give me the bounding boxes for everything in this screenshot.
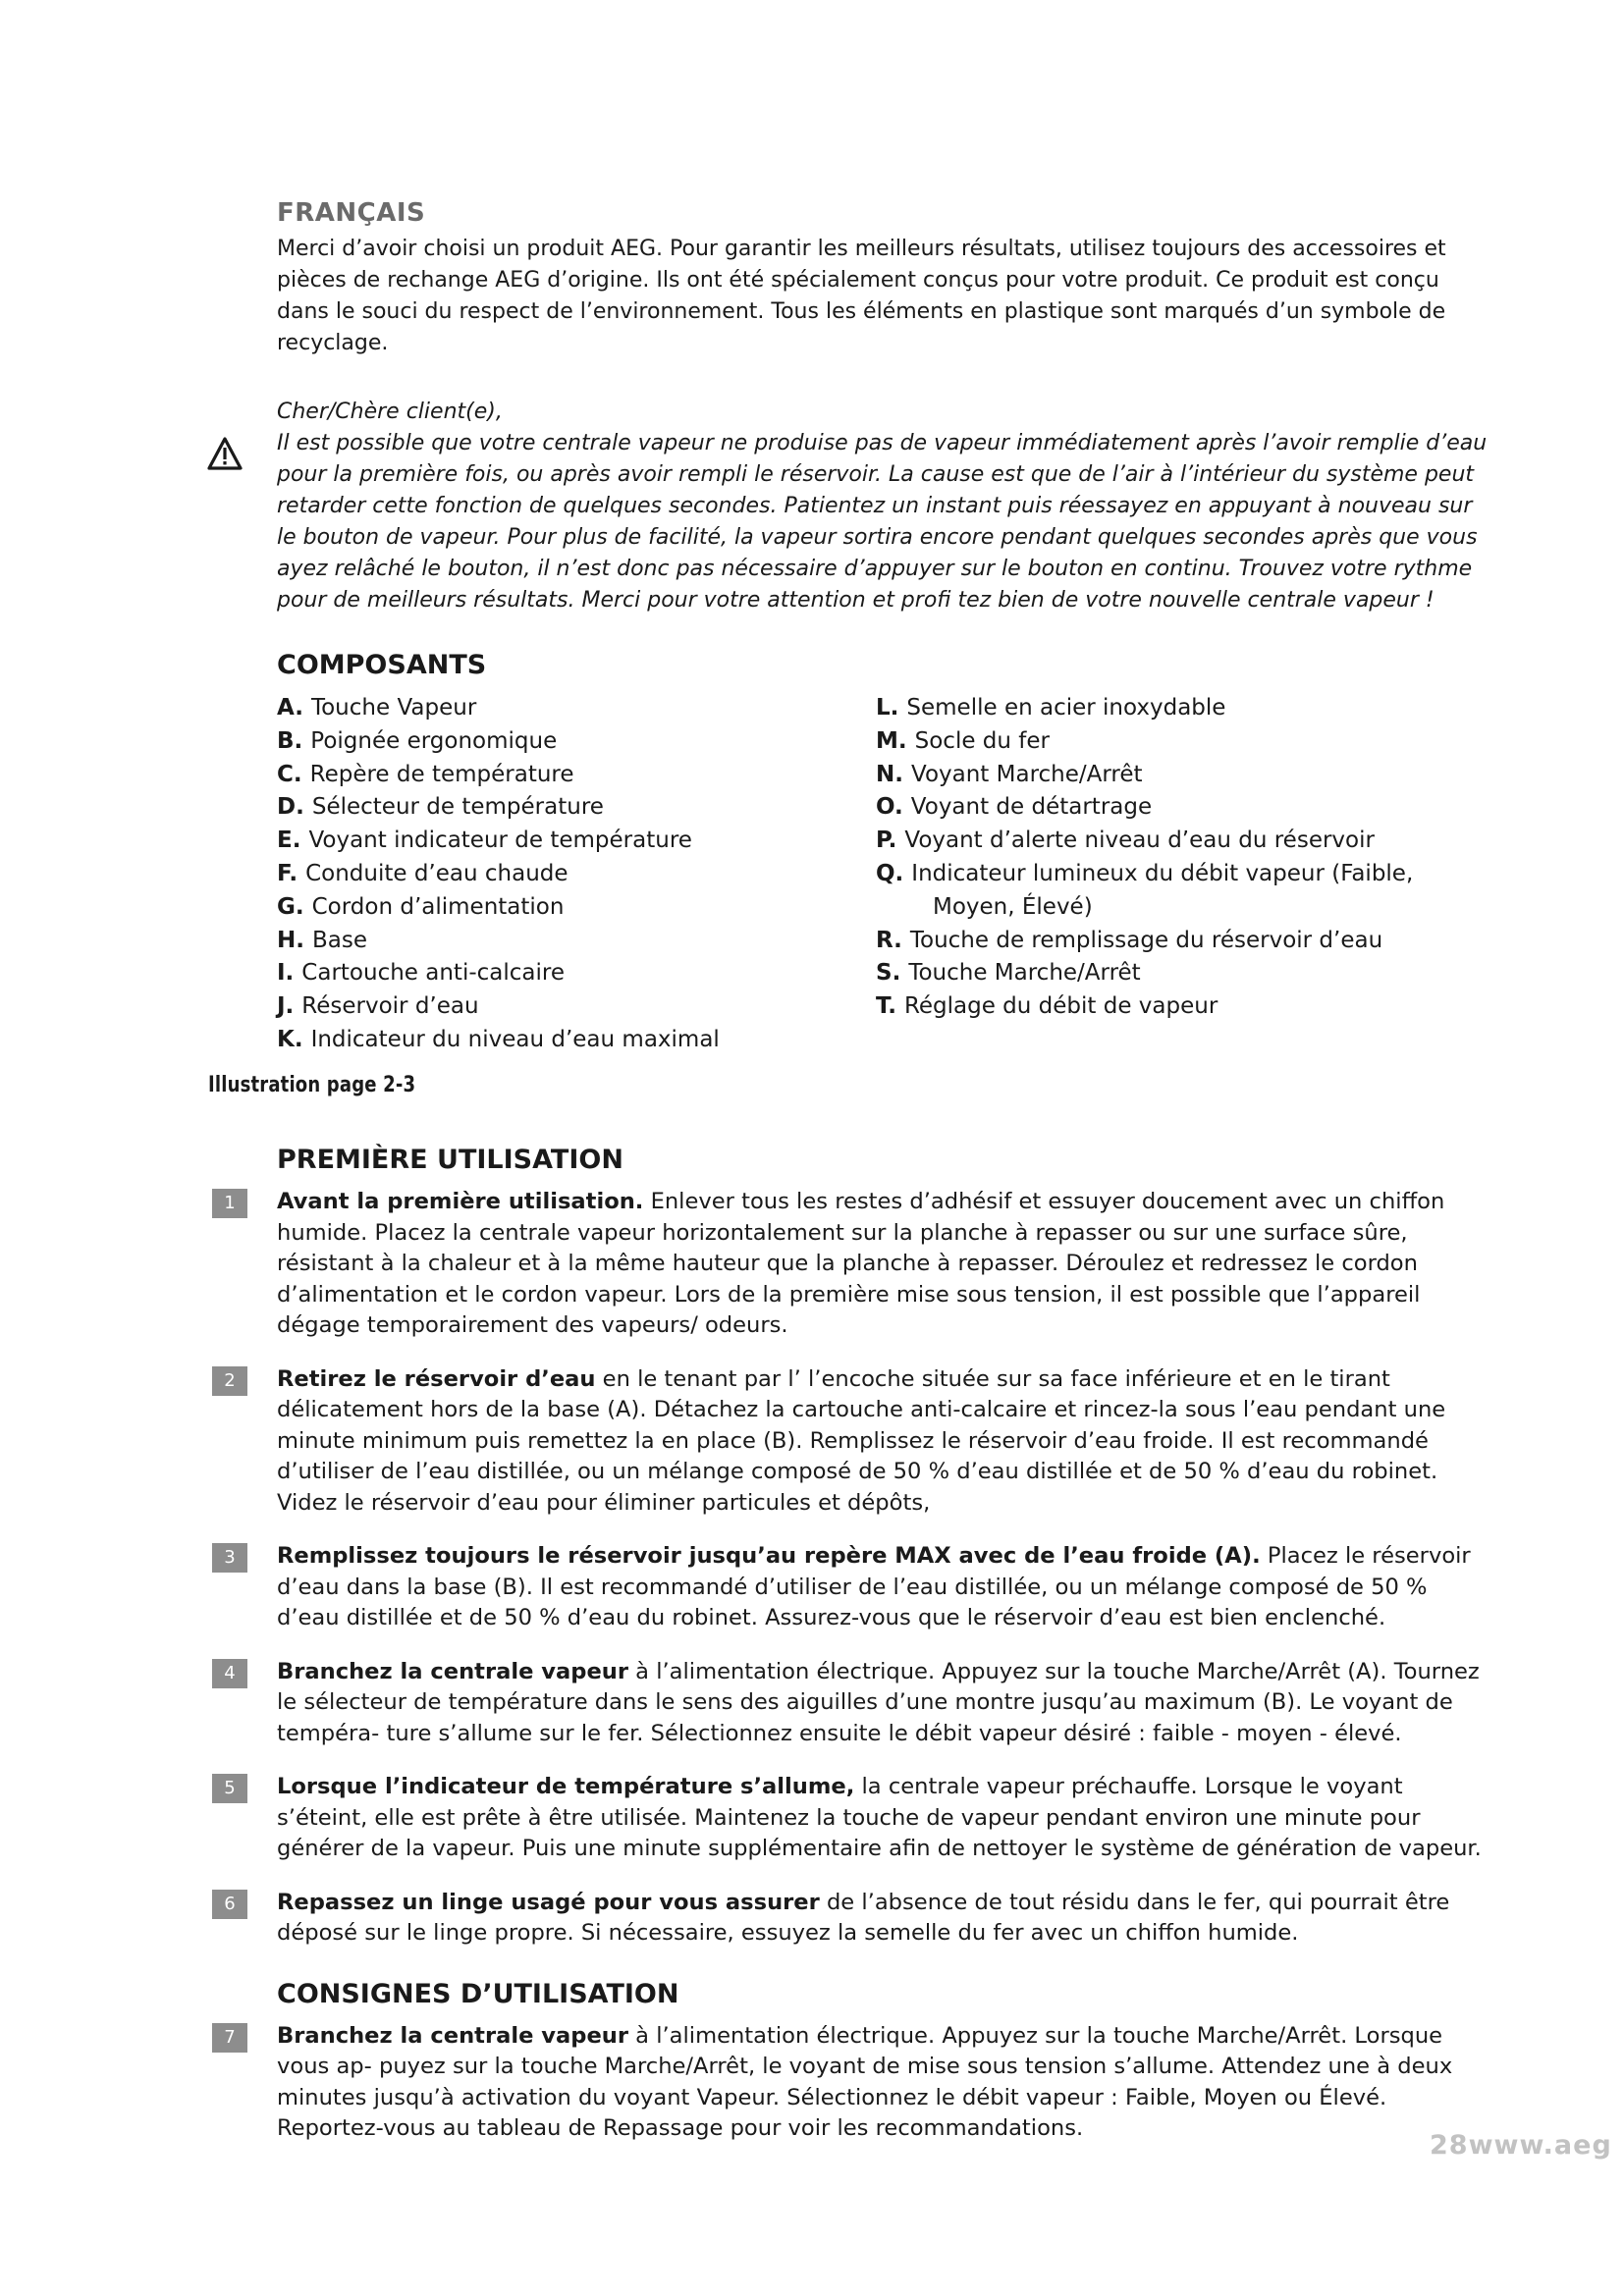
component-label: Indicateur du niveau d’eau maximal [310, 1026, 720, 1052]
instructions-section [224, 1145, 1490, 2167]
instruction-step [224, 1888, 1490, 1949]
notice-greeting: Cher/Chère client(e), [277, 400, 503, 424]
step-number-badge: 2 [212, 1366, 247, 1396]
warning-triangle-icon [206, 436, 244, 471]
component-item [277, 791, 876, 825]
component-letter: I. [277, 960, 295, 987]
step-number-badge: 1 [212, 1189, 247, 1218]
component-item [876, 925, 1490, 958]
components-title: COMPOSANTS [277, 650, 487, 680]
component-label: Touche de remplissage du réservoir d’eau [909, 927, 1383, 953]
step-text [277, 1888, 1490, 1949]
step-body: en le tenant par l’ l’encoche située sur sa face inférieure et en le tirant délicatement hors de la base (A). Détachez la cartouche anti-calcaire et rincez-la sous l’eau pendant une minute minimum puis remettez la en place (B). Remplissez le réservoir d’eau froide. Il est recommandé d’utiliser de l’eau distillée, ou un mélange composé de 50 % d’eau distillée et de 50 % d’eau du robinet. Videz le réservoir d’eau pour éliminer particules et dépôts, [277, 1365, 1446, 1516]
instruction-step [224, 1657, 1490, 1750]
component-label: Socle du fer [914, 727, 1050, 754]
step-text [277, 1541, 1490, 1634]
component-label: Sélecteur de température [311, 794, 604, 821]
step-number-badge: 6 [212, 1890, 247, 1919]
components-list [277, 692, 1490, 1057]
first-use-title: PREMIÈRE UTILISATION [277, 1145, 623, 1175]
component-item [277, 891, 876, 925]
component-letter: Q. [876, 860, 904, 886]
component-letter: S. [876, 960, 901, 987]
component-letter: D. [277, 794, 304, 821]
component-item [277, 759, 876, 792]
component-label-continued: Moyen, Élevé) [933, 893, 1093, 920]
component-letter: C. [277, 761, 302, 787]
component-item [277, 692, 876, 725]
component-item [277, 1024, 876, 1057]
component-letter: J. [277, 993, 295, 1020]
component-item [277, 725, 876, 759]
component-letter: T. [876, 993, 896, 1020]
instruction-step [224, 1364, 1490, 1520]
step-lead: Avant la première utilisation. [277, 1189, 644, 1214]
component-label: Voyant d’alerte niveau d’eau du réservoir [904, 828, 1375, 854]
component-label: Voyant Marche/Arrêt [911, 761, 1143, 787]
intro-section [277, 198, 1490, 1057]
usage-title: CONSIGNES D’UTILISATION [277, 1978, 679, 2009]
intro-paragraph: Merci d’avoir choisi un produit AEG. Pour garantir les meilleurs résultats, utilisez toujours des accessoires et pièces de rechange AEG d’origine. Ils ont été spécialement conçus pour votre produit. Ce produit est conçu dans le souci du respect de l’environnement. Tous les éléments en plastique sont marqués d’un symbole de recyclage. [277, 237, 1446, 355]
component-item [876, 858, 1490, 891]
component-label: Voyant de détartrage [910, 794, 1153, 821]
component-item [277, 825, 876, 858]
component-letter: G. [277, 893, 304, 920]
page-footer: 28www.aeg [1430, 2130, 1612, 2161]
step-body: à l’alimentation électrique. Appuyez sur la touche Marche/Arrêt. Lorsque vous ap- puyez sur la touche Marche/Arrêt, le voyant de mise sous tension s’allume. Attendez une à deux minutes jusqu’à activation du voyant Vapeur. Sélectionnez le débit vapeur : Faible, Moyen ou Élevé. Reportez-vous au tableau de Repassage pour voir les recommandations. [277, 2022, 1453, 2141]
component-label: Cartouche anti-calcaire [301, 960, 565, 987]
instruction-step [224, 1187, 1490, 1342]
step-text [277, 2021, 1490, 2145]
component-item [277, 925, 876, 958]
step-body: la centrale vapeur préchauffe. Lorsque le voyant s’éteint, elle est prête à être utilisée. Maintenez la touche de vapeur pendant environ une minute pour générer de la vapeur. Puis une minute supplémentaire afin de nettoyer le système de génération de vapeur. [277, 1774, 1482, 1861]
component-label: Semelle en acier inoxydable [906, 695, 1226, 721]
step-body: Enlever tous les restes d’adhésif et essuyer doucement avec un chiffon humide. Placez la centrale vapeur horizontalement sur la planche à repasser ou sur une surface sûre, résistant à la chaleur et à la même hauteur que la planche à repasser. Déroulez et redressez le cordon d’alimentation et le cordon vapeur. Lors de la première mise sous tension, il est possible que l’appareil dégage temporairement des vapeurs/ odeurs. [277, 1189, 1445, 1338]
component-letter: O. [876, 794, 903, 821]
components-right-column [876, 692, 1490, 1057]
step-lead: Retirez le réservoir d’eau [277, 1365, 596, 1392]
step-body: de l’absence de tout résidu dans le fer, qui pourrait être déposé sur le linge propre. Si nécessaire, essuyez la semelle du fer avec un chiffon humide. [277, 1889, 1450, 1946]
component-item [277, 990, 876, 1024]
step-text [277, 1364, 1490, 1520]
component-label: Cordon d’alimentation [311, 893, 565, 920]
step-lead: Branchez la centrale vapeur [277, 1658, 628, 1684]
step-lead: Repassez un linge usagé pour vous assurer [277, 1889, 820, 1915]
first-use-steps [224, 1187, 1490, 1949]
step-text [277, 1657, 1490, 1750]
step-lead: Branchez la centrale vapeur [277, 2022, 628, 2049]
component-letter: R. [876, 927, 902, 953]
instruction-step [224, 2021, 1490, 2145]
component-letter: A. [277, 695, 303, 721]
instruction-step [224, 1772, 1490, 1865]
component-label: Repère de température [309, 761, 574, 787]
step-number-badge: 7 [212, 2023, 247, 2053]
step-lead: Lorsque l’indicateur de température s’allume, [277, 1774, 855, 1799]
component-label: Poignée ergonomique [310, 727, 558, 754]
step-text [277, 1772, 1490, 1865]
component-item [876, 957, 1490, 990]
component-label: Réglage du débit de vapeur [903, 993, 1218, 1020]
step-number-badge: 4 [212, 1659, 247, 1688]
component-letter: N. [876, 761, 903, 787]
illustration-reference: Illustration page 2-3 [208, 1073, 416, 1097]
component-item [876, 692, 1490, 725]
component-label: Touche Vapeur [310, 695, 477, 721]
component-letter: H. [277, 927, 304, 953]
customer-notice [277, 397, 1490, 616]
step-number-badge: 3 [212, 1543, 247, 1573]
components-left-column [277, 692, 876, 1057]
step-number-badge: 5 [212, 1774, 247, 1803]
component-item [876, 791, 1490, 825]
component-letter: B. [277, 727, 303, 754]
component-label: Conduite d’eau chaude [305, 860, 568, 886]
step-text [277, 1187, 1490, 1342]
instruction-step [224, 1541, 1490, 1634]
component-item [277, 858, 876, 891]
component-item [876, 825, 1490, 858]
usage-steps [224, 2021, 1490, 2145]
component-letter: F. [277, 860, 298, 886]
component-letter: M. [876, 727, 907, 754]
component-label: Réservoir d’eau [301, 993, 479, 1020]
component-label: Indicateur lumineux du débit vapeur (Faible, [911, 860, 1414, 886]
component-letter: P. [876, 828, 897, 854]
component-letter: E. [277, 828, 301, 854]
component-label: Voyant indicateur de température [308, 828, 692, 854]
step-lead: Remplissez toujours le réservoir jusqu’au repère MAX avec de l’eau froide (A). [277, 1543, 1261, 1569]
component-item [876, 725, 1490, 759]
component-letter: L. [876, 695, 899, 721]
notice-body: Il est possible que votre centrale vapeur ne produise pas de vapeur immédiatement après l’avoir remplie d’eau pour la première fois, ou après avoir rempli le réservoir. La cause est que de l’air à l’intérieur du système peut retarder cette fonction de quelques secondes. Patientez un instant puis réessayez en appuyant à nouveau sur le bouton de vapeur. Pour plus de facilité, la vapeur sortira encore pendant quelques secondes après que vous ayez relâché le bouton, il n’est donc pas nécessaire d’appuyer sur le bouton en continu. Trouvez votre rythme pour de meilleurs résultats. Merci pour votre attention et profi tez bien de votre nouvelle centrale vapeur ! [277, 431, 1488, 613]
step-body: à l’alimentation électrique. Appuyez sur la touche Marche/Arrêt (A). Tournez le sélecteur de température dans le sens des aiguilles d’une montre jusqu’au maximum (B). Le voyant de tempéra- ture s’allume sur le fer. Sélectionnez ensuite le débit vapeur désiré : faible - moyen - élevé. [277, 1658, 1480, 1746]
component-item [876, 759, 1490, 792]
component-label: Base [312, 927, 368, 953]
component-label: Touche Marche/Arrêt [908, 960, 1141, 987]
component-item [876, 990, 1490, 1024]
step-body: Placez le réservoir d’eau dans la base (B). Il est recommandé d’utiliser de l’eau distillée, ou un mélange composé de 50 % d’eau distillée et de 50 % d’eau du robinet. Assurez-vous que le réservoir d’eau est bien enclenché. [277, 1543, 1471, 1630]
component-letter: K. [277, 1026, 303, 1052]
component-item [277, 957, 876, 990]
language-title: FRANÇAIS [277, 198, 426, 228]
